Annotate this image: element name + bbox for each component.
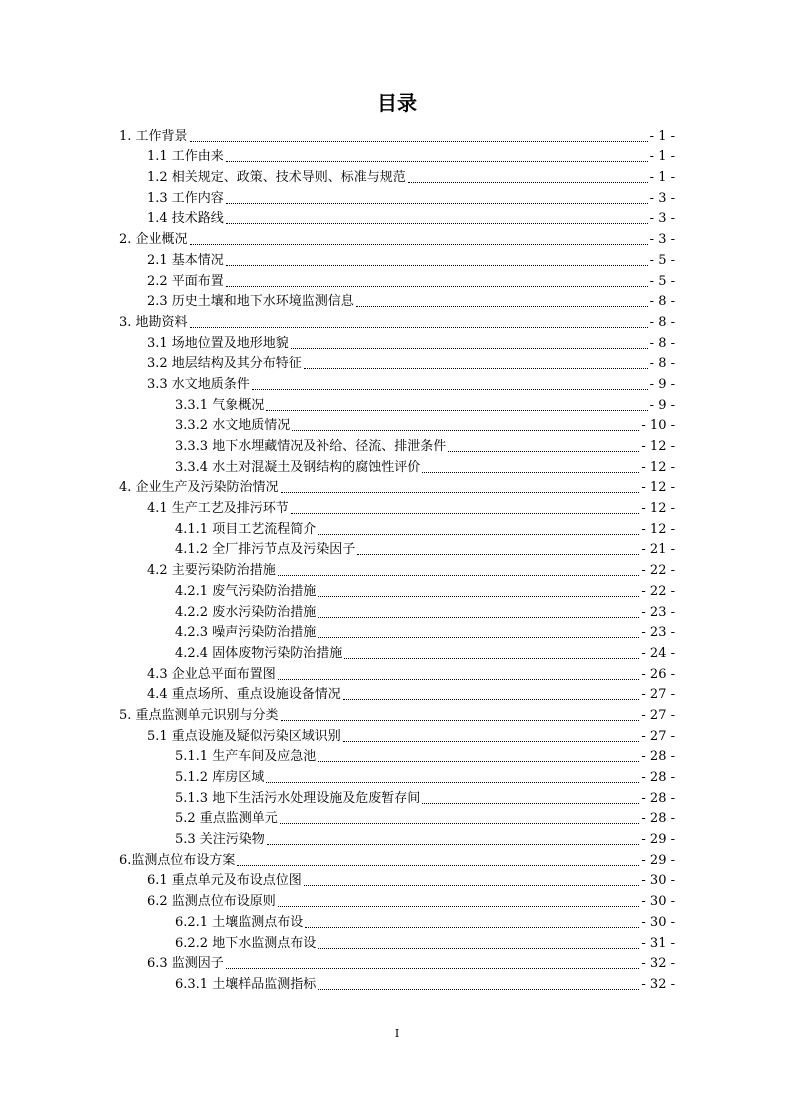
toc-entry-label: 6.3 监测因子: [147, 956, 224, 972]
toc-entry-page: - 29 -: [641, 852, 675, 868]
toc-dot-leader: [356, 305, 648, 307]
toc-entry-page: - 30 -: [641, 873, 675, 889]
toc-dot-leader: [278, 574, 640, 576]
toc-dot-leader: [343, 740, 640, 742]
toc-entry[interactable]: [175, 931, 675, 952]
toc-dot-leader: [304, 884, 640, 886]
toc-entry-label: 1.3 工作内容: [147, 190, 224, 206]
toc-entry[interactable]: [119, 848, 675, 869]
toc-entry[interactable]: [147, 372, 675, 393]
table-of-contents: [0, 124, 794, 993]
toc-entry-label: 6.监测点位布设方案: [119, 852, 236, 868]
toc-entry[interactable]: [175, 414, 675, 435]
toc-entry[interactable]: [175, 434, 675, 455]
toc-dot-leader: [278, 905, 640, 907]
toc-dot-leader: [226, 967, 640, 969]
toc-entry-label: 4.4 重点场所、重点设施设备情况: [147, 687, 341, 703]
toc-dot-leader: [226, 285, 648, 287]
toc-entry-label: 3.3.1 气象概况: [175, 397, 265, 413]
toc-entry[interactable]: [147, 207, 675, 228]
toc-entry[interactable]: [147, 869, 675, 890]
toc-dot-leader: [226, 222, 648, 224]
toc-dot-leader: [278, 678, 640, 680]
toc-entry-page: - 8 -: [649, 294, 675, 310]
toc-entry-label: 5.2 重点监测单元: [175, 811, 278, 827]
toc-dot-leader: [252, 388, 648, 390]
toc-dot-leader: [291, 347, 648, 349]
page-title: 目录: [377, 91, 417, 115]
toc-entry[interactable]: [119, 310, 675, 331]
toc-dot-leader: [190, 326, 648, 328]
toc-entry-label: 4.2.4 固体废物污染防治措施: [175, 645, 343, 661]
toc-entry-label: 4.3 企业总平面布置图: [147, 666, 276, 682]
toc-dot-leader: [357, 553, 639, 555]
toc-entry-label: 3.3.4 水土对混凝土及钢结构的腐蚀性评价: [175, 459, 421, 475]
toc-entry-label: 4.2 主要污染防治措施: [147, 563, 276, 579]
toc-dot-leader: [318, 636, 639, 638]
toc-dot-leader: [266, 781, 639, 783]
toc-entry[interactable]: [147, 496, 675, 517]
toc-entry-page: - 1 -: [649, 128, 675, 144]
toc-entry-label: 2.1 基本情况: [147, 252, 224, 268]
toc-dot-leader: [291, 512, 640, 514]
toc-entry-page: - 8 -: [649, 356, 675, 372]
toc-entry-label: 4.1 生产工艺及排污环节: [147, 501, 289, 517]
toc-entry[interactable]: [147, 290, 675, 311]
toc-dot-leader: [343, 698, 640, 700]
toc-entry-page: - 24 -: [641, 645, 675, 661]
toc-entry-page: - 3 -: [649, 211, 675, 227]
toc-entry-page: - 1 -: [649, 170, 675, 186]
toc-entry[interactable]: [147, 889, 675, 910]
toc-entry[interactable]: [175, 765, 675, 786]
toc-entry-page: - 32 -: [641, 976, 675, 992]
toc-entry-page: - 3 -: [649, 190, 675, 206]
toc-entry-label: 6.2.1 土壤监测点布设: [175, 914, 304, 930]
toc-entry-label: 5. 重点监测单元识别与分类: [119, 707, 279, 723]
toc-entry-label: 3.3.3 地下水埋藏情况及补给、径流、排泄条件: [175, 439, 447, 454]
toc-entry[interactable]: [147, 165, 675, 186]
toc-entry-page: - 1 -: [649, 149, 675, 165]
toc-entry-page: - 26 -: [641, 666, 675, 682]
page-number: I: [394, 1027, 400, 1040]
toc-dot-leader: [226, 202, 648, 204]
toc-entry-label: 3.2 地层结构及其分布特征: [147, 356, 302, 372]
toc-entry-page: - 12 -: [641, 480, 675, 496]
toc-entry[interactable]: [119, 476, 675, 497]
toc-entry[interactable]: [147, 186, 675, 207]
toc-entry-label: 1.4 技术路线: [147, 211, 224, 227]
toc-dot-leader: [292, 429, 639, 431]
toc-entry-label: 1.2 相关规定、政策、技术导则、标准与规范: [147, 170, 406, 186]
toc-entry-page: - 5 -: [649, 273, 675, 289]
toc-dot-leader: [448, 450, 639, 452]
toc-entry-label: 5.1.3 地下生活污水处理设施及危废暂存间: [175, 790, 421, 806]
toc-entry-label: 4.1.1 项目工艺流程简介: [175, 521, 317, 537]
toc-entry-page: - 27 -: [641, 707, 675, 723]
toc-entry-label: 4.2.2 废水污染防治措施: [175, 604, 317, 620]
toc-dot-leader: [226, 160, 648, 162]
toc-entry[interactable]: [147, 952, 675, 973]
toc-entry-label: 4.1.2 全厂排污节点及污染因子: [175, 542, 356, 558]
toc-dot-leader: [190, 140, 648, 142]
toc-entry-page: - 28 -: [641, 770, 675, 785]
toc-entry-label: 5.3 关注污染物: [175, 832, 265, 848]
toc-entry-label: 2.3 历史土壤和地下水环境监测信息: [147, 294, 354, 310]
toc-entry-page: - 12 -: [641, 501, 675, 517]
toc-entry[interactable]: [119, 227, 675, 248]
toc-entry-page: - 22 -: [641, 583, 675, 599]
toc-entry-page: - 28 -: [641, 749, 675, 765]
toc-dot-leader: [344, 657, 639, 659]
toc-entry[interactable]: [119, 124, 675, 145]
toc-entry[interactable]: [147, 145, 675, 166]
toc-entry[interactable]: [147, 352, 675, 373]
toc-entry[interactable]: [175, 807, 675, 828]
toc-entry-label: 6.1 重点单元及布设点位图: [147, 873, 302, 889]
toc-dot-leader: [266, 409, 647, 411]
toc-entry[interactable]: [175, 621, 675, 642]
toc-dot-leader: [226, 264, 648, 266]
toc-dot-leader: [422, 802, 639, 804]
toc-entry-page: - 12 -: [641, 439, 675, 454]
toc-entry-label: 4.2.3 噪声污染防治措施: [175, 625, 317, 641]
toc-entry-label: 3.3.2 水文地质情况: [175, 418, 291, 434]
toc-dot-leader: [267, 843, 640, 845]
toc-entry-page: - 28 -: [641, 790, 675, 806]
toc-dot-leader: [304, 367, 648, 369]
toc-entry-page: - 12 -: [641, 521, 675, 537]
toc-entry-label: 6.2.2 地下水监测点布设: [175, 935, 317, 951]
toc-entry-label: 5.1 重点设施及疑似污染区域识别: [147, 728, 341, 744]
toc-entry-page: - 32 -: [641, 956, 675, 972]
toc-entry[interactable]: [175, 745, 675, 766]
toc-entry-label: 5.1.1 生产车间及应急池: [175, 749, 317, 765]
toc-dot-leader: [318, 760, 639, 762]
toc-entry-page: - 8 -: [649, 314, 675, 330]
toc-entry-label: 3. 地勘资料: [119, 314, 188, 330]
toc-entry-page: - 29 -: [641, 832, 675, 848]
toc-dot-leader: [280, 822, 640, 824]
toc-entry-page: - 27 -: [641, 728, 675, 744]
toc-entry-page: - 30 -: [641, 914, 675, 930]
toc-entry[interactable]: [147, 662, 675, 683]
toc-dot-leader: [318, 616, 639, 618]
toc-entry-page: - 3 -: [649, 232, 675, 248]
toc-entry-page: - 30 -: [641, 894, 675, 910]
toc-entry-label: 5.1.2 库房区域: [175, 770, 265, 785]
toc-entry-page: - 23 -: [641, 625, 675, 641]
toc-entry-page: - 28 -: [641, 811, 675, 827]
toc-entry[interactable]: [175, 827, 675, 848]
toc-entry[interactable]: [175, 641, 675, 662]
toc-dot-leader: [237, 864, 639, 866]
toc-entry[interactable]: [175, 517, 675, 538]
toc-entry[interactable]: [175, 579, 675, 600]
toc-entry-page: - 23 -: [641, 604, 675, 620]
toc-entry[interactable]: [147, 558, 675, 579]
toc-dot-leader: [305, 926, 639, 928]
toc-entry-label: 4.2.1 废气污染防治措施: [175, 583, 317, 599]
toc-entry[interactable]: [147, 269, 675, 290]
toc-entry-label: 6.3.1 土壤样品监测指标: [175, 976, 317, 992]
toc-entry-page: - 27 -: [641, 687, 675, 703]
toc-entry-page: - 9 -: [649, 397, 675, 413]
toc-entry-page: - 10 -: [641, 418, 675, 434]
toc-entry[interactable]: [147, 248, 675, 269]
toc-dot-leader: [422, 471, 639, 473]
toc-entry-page: - 5 -: [649, 252, 675, 268]
toc-entry-page: - 9 -: [649, 376, 675, 392]
toc-entry-label: 2.2 平面布置: [147, 273, 224, 289]
toc-entry[interactable]: [175, 786, 675, 807]
toc-entry[interactable]: [175, 910, 675, 931]
toc-entry-label: 1.1 工作由来: [147, 149, 224, 165]
toc-entry[interactable]: [175, 972, 675, 993]
toc-dot-leader: [318, 988, 639, 990]
toc-entry-label: 4. 企业生产及污染防治情况: [119, 480, 279, 496]
toc-entry[interactable]: [175, 393, 675, 414]
toc-entry-page: - 31 -: [641, 935, 675, 951]
toc-entry[interactable]: [175, 455, 675, 476]
toc-dot-leader: [190, 243, 648, 245]
toc-entry-label: 3.3 水文地质条件: [147, 376, 250, 392]
toc-dot-leader: [281, 491, 640, 493]
toc-entry-page: - 21 -: [641, 542, 675, 558]
toc-entry[interactable]: [175, 600, 675, 621]
toc-entry-label: 2. 企业概况: [119, 232, 188, 248]
toc-entry[interactable]: [119, 703, 675, 724]
toc-entry[interactable]: [147, 331, 675, 352]
toc-dot-leader: [318, 595, 639, 597]
toc-dot-leader: [318, 947, 639, 949]
toc-entry[interactable]: [175, 538, 675, 559]
toc-entry-label: 6.2 监测点位布设原则: [147, 894, 276, 910]
toc-entry-page: - 12 -: [641, 459, 675, 475]
toc-dot-leader: [408, 181, 648, 183]
toc-entry-page: - 22 -: [641, 563, 675, 579]
toc-dot-leader: [318, 533, 639, 535]
toc-dot-leader: [281, 719, 640, 721]
toc-entry[interactable]: [147, 724, 675, 745]
toc-entry-page: - 8 -: [649, 335, 675, 351]
toc-entry-label: 3.1 场地位置及地形地貌: [147, 335, 289, 351]
toc-entry-label: 1. 工作背景: [119, 128, 188, 144]
toc-entry[interactable]: [147, 683, 675, 704]
